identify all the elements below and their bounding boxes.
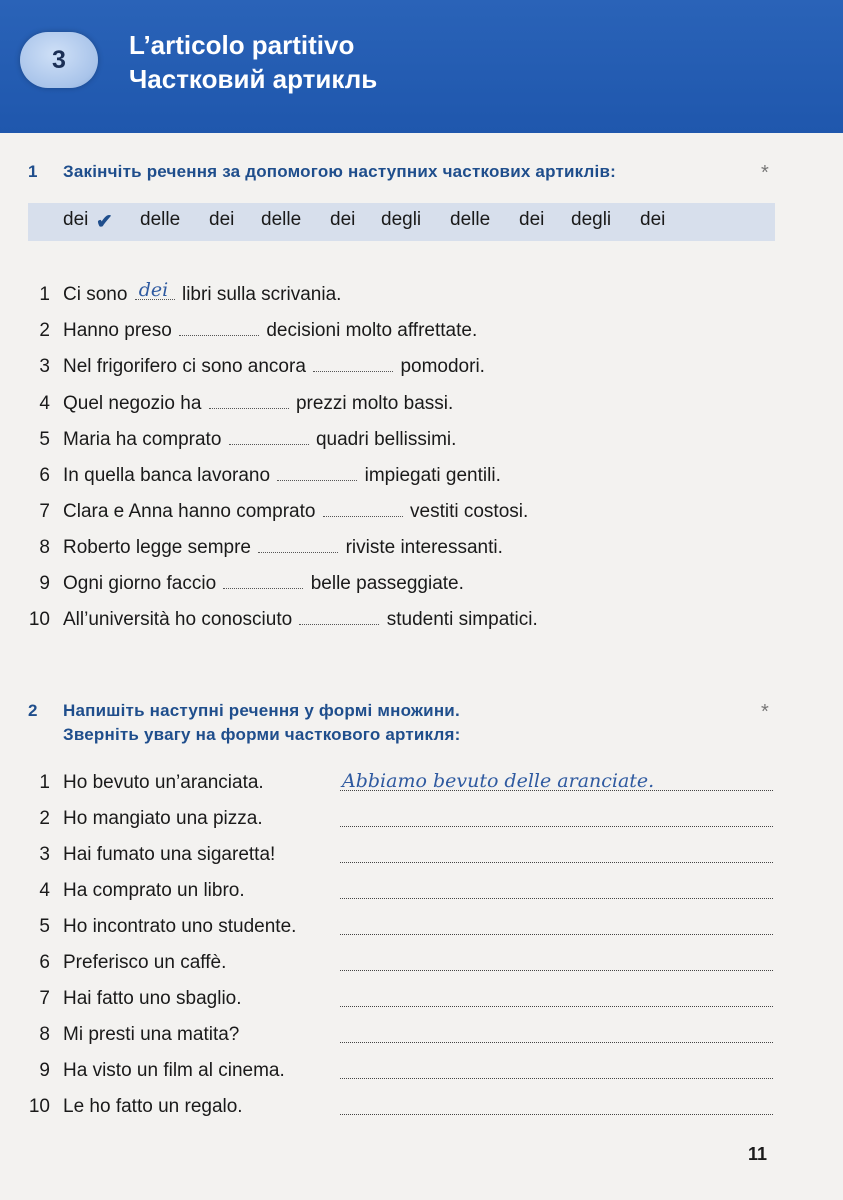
answer-line[interactable] bbox=[340, 986, 773, 1007]
sentence-number: 5 bbox=[39, 916, 50, 937]
answer-line[interactable] bbox=[340, 806, 773, 827]
answer-blank[interactable] bbox=[135, 279, 175, 301]
page-header bbox=[0, 0, 843, 133]
sentence-number: 7 bbox=[39, 501, 50, 522]
sentence-number: 9 bbox=[39, 573, 50, 594]
answer-blank[interactable] bbox=[229, 430, 309, 445]
sentence-number: 2 bbox=[39, 320, 50, 341]
exercise1-number: 1 bbox=[28, 162, 38, 181]
sentence-number: 6 bbox=[39, 952, 50, 973]
word-bank-item: dei bbox=[63, 209, 89, 230]
sentence-after: libri sulla scrivania. bbox=[181, 284, 342, 305]
sentence-after: pomodori. bbox=[400, 356, 485, 377]
sentence-number: 3 bbox=[39, 844, 50, 865]
sentence-before: Roberto legge sempre bbox=[63, 537, 251, 558]
exercise2-difficulty-star-icon: * bbox=[761, 701, 769, 723]
sentence-before: Quel negozio ha bbox=[63, 393, 202, 414]
sentence-after: vestiti costosi. bbox=[410, 501, 529, 522]
unit-badge: 3 bbox=[20, 32, 98, 88]
sentence-before: Maria ha comprato bbox=[63, 429, 222, 450]
sentence-text: Ha visto un film al cinema. bbox=[63, 1060, 285, 1081]
answer-line[interactable] bbox=[340, 1022, 773, 1043]
sentence-number: 10 bbox=[28, 1096, 50, 1117]
sentence-text: Ha comprato un libro. bbox=[63, 880, 245, 901]
exercise1-instruction: Закінчіть речення за допомогою наступних часткових артиклів: bbox=[63, 162, 616, 181]
sentence-after: impiegati gentili. bbox=[364, 465, 501, 486]
sentence-text: Ho incontrato uno studente. bbox=[63, 916, 297, 937]
sentence-number: 10 bbox=[28, 609, 50, 630]
page-number: 11 bbox=[748, 1144, 768, 1164]
handwritten-answer: dei bbox=[138, 279, 169, 301]
title-italian: L’articolo partitivo bbox=[129, 30, 355, 60]
sentence-after: belle passeggiate. bbox=[310, 573, 464, 594]
answer-line[interactable] bbox=[340, 950, 773, 971]
exercise2-number: 2 bbox=[28, 701, 38, 720]
answer-blank[interactable] bbox=[313, 357, 393, 372]
sentence-number: 9 bbox=[39, 1060, 50, 1081]
answer-blank[interactable] bbox=[277, 466, 357, 481]
word-bank-item: delle bbox=[261, 209, 302, 230]
sentence-number: 5 bbox=[39, 429, 50, 450]
word-bank-item: degli bbox=[381, 209, 422, 230]
answer-line[interactable] bbox=[340, 770, 773, 791]
sentence-text: Hai fumato una sigaretta! bbox=[63, 844, 276, 865]
sentence-before: Hanno preso bbox=[63, 320, 172, 341]
sentence-after: riviste interessanti. bbox=[345, 537, 503, 558]
word-bank-item: delle bbox=[450, 209, 491, 230]
sentence-after: prezzi molto bassi. bbox=[295, 393, 454, 414]
sentence-before: Nel frigorifero ci sono ancora bbox=[63, 356, 306, 377]
answer-blank[interactable] bbox=[209, 394, 289, 409]
sentence-after: studenti simpatici. bbox=[386, 609, 538, 630]
sentence-number: 2 bbox=[39, 808, 50, 829]
answer-blank[interactable] bbox=[179, 321, 259, 336]
sentence-number: 1 bbox=[39, 284, 50, 305]
answer-line[interactable] bbox=[340, 878, 773, 899]
answer-blank[interactable] bbox=[258, 538, 338, 553]
sentence-number: 7 bbox=[39, 988, 50, 1009]
title-ukrainian: Частковий артикль bbox=[129, 64, 378, 94]
sentence-before: All’università ho conosciuto bbox=[63, 609, 293, 630]
sentence-before: Clara e Anna hanno comprato bbox=[63, 501, 316, 522]
answer-blank[interactable] bbox=[323, 502, 403, 517]
word-bank-item: dei bbox=[519, 209, 545, 230]
exercise1-difficulty-star-icon: * bbox=[761, 162, 769, 184]
word-bank-item: degli bbox=[571, 209, 612, 230]
exercise2-instruction-line2: Зверніть увагу на форми часткового артикля: bbox=[63, 725, 461, 744]
sentence-text: Le ho fatto un regalo. bbox=[63, 1096, 243, 1117]
sentence-number: 3 bbox=[39, 356, 50, 377]
answer-line[interactable] bbox=[340, 1094, 773, 1115]
sentence-number: 4 bbox=[39, 393, 50, 414]
sentence-before: In quella banca lavorano bbox=[63, 465, 271, 486]
sentence-text: Mi presti una matita? bbox=[63, 1024, 240, 1045]
sentence-number: 6 bbox=[39, 465, 50, 486]
check-mark-icon: ✔ bbox=[96, 211, 113, 233]
word-bank-item: delle bbox=[140, 209, 181, 230]
answer-blank[interactable] bbox=[299, 610, 379, 625]
sentence-text: Ho mangiato una pizza. bbox=[63, 808, 263, 829]
sentence-number: 4 bbox=[39, 880, 50, 901]
sentence-before: Ogni giorno faccio bbox=[63, 573, 217, 594]
sentence-text: Hai fatto uno sbaglio. bbox=[63, 988, 242, 1009]
sentence-number: 8 bbox=[39, 537, 50, 558]
sentence-after: quadri bellissimi. bbox=[315, 429, 457, 450]
word-bank-item: dei bbox=[640, 209, 666, 230]
sentence-after: decisioni molto affrettate. bbox=[266, 320, 478, 341]
answer-line[interactable] bbox=[340, 1058, 773, 1079]
answer-line[interactable] bbox=[340, 842, 773, 863]
word-bank-item: dei bbox=[209, 209, 235, 230]
handwritten-answer: Abbiamo bevuto delle aranciate. bbox=[342, 770, 655, 792]
exercise2-instruction-line1: Напишіть наступні речення у формі множини. bbox=[63, 701, 460, 720]
sentence-number: 1 bbox=[39, 772, 50, 793]
word-bank-item: dei bbox=[330, 209, 356, 230]
sentence-number: 8 bbox=[39, 1024, 50, 1045]
answer-line[interactable] bbox=[340, 914, 773, 935]
answer-blank[interactable] bbox=[223, 574, 303, 589]
sentence-before: Ci sono bbox=[63, 284, 128, 305]
sentence-text: Ho bevuto un’aranciata. bbox=[63, 772, 264, 793]
sentence-text: Preferisco un caffè. bbox=[63, 952, 227, 973]
